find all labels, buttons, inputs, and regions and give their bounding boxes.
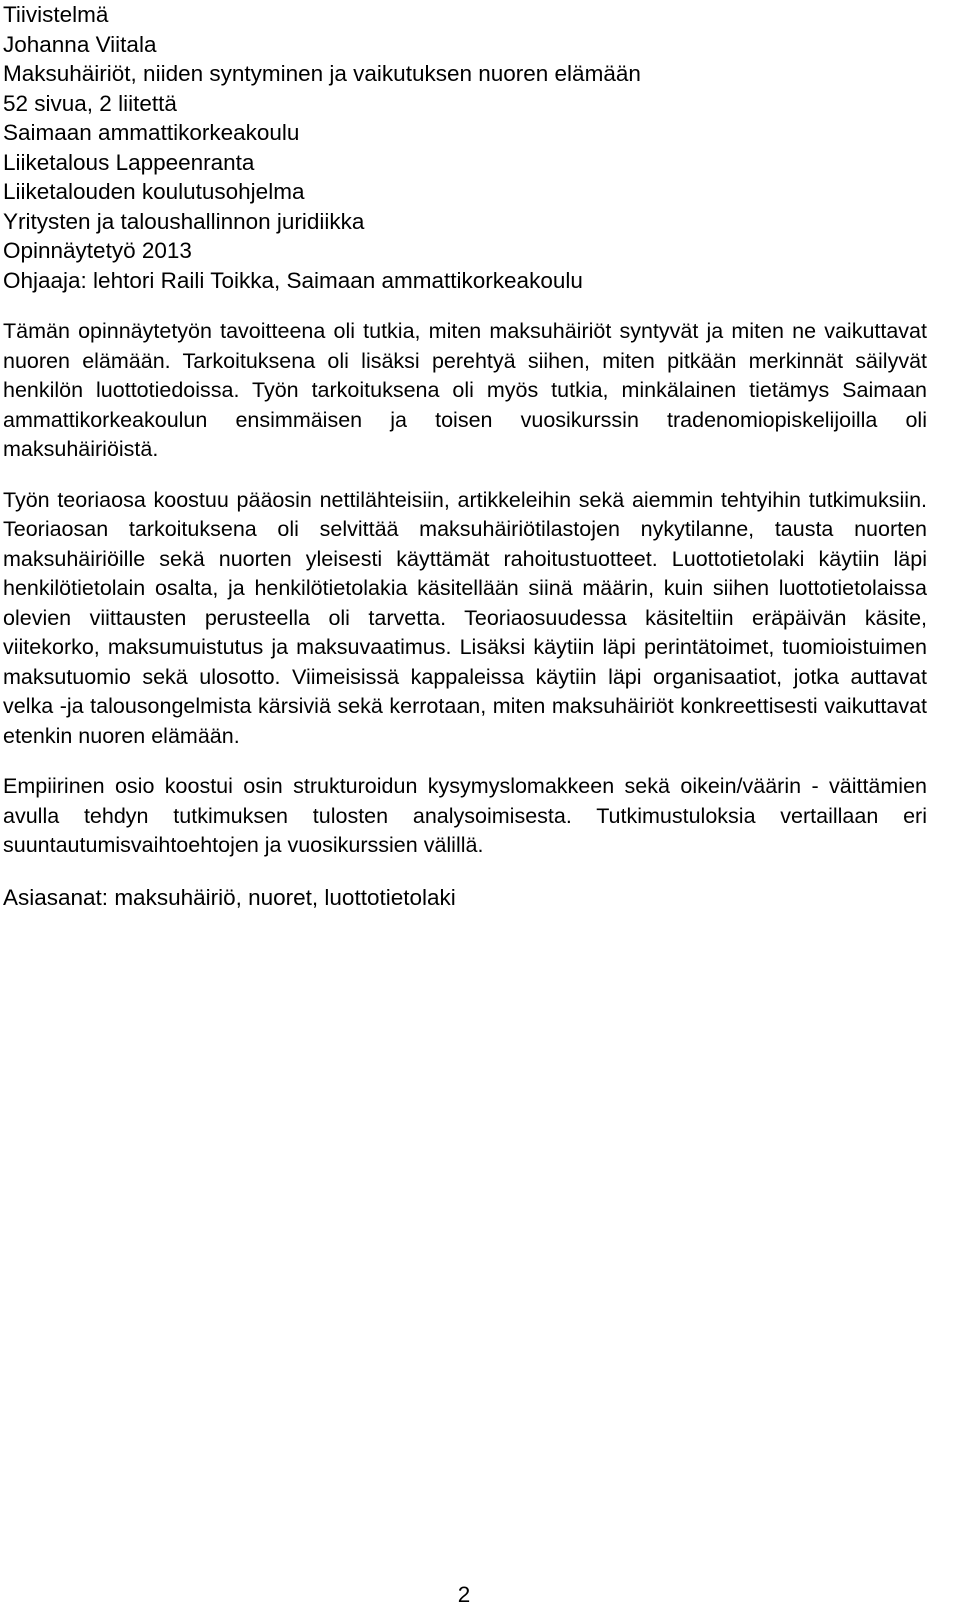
page-count: 52 sivua, 2 liitettä bbox=[3, 90, 177, 116]
spacer bbox=[3, 465, 927, 486]
supervisor: Ohjaaja: lehtori Raili Toikka, Saimaan ammattikorkeakoulu bbox=[3, 267, 583, 293]
page-number: 2 bbox=[457, 1582, 471, 1607]
abstract-heading: Tiivistelmä bbox=[3, 2, 109, 27]
spacer bbox=[3, 295, 927, 317]
institution: Saimaan ammattikorkeakoulu bbox=[3, 120, 300, 145]
campus: Liiketalous Lappeenranta bbox=[3, 149, 255, 175]
abstract-paragraph-empirical: Empiirinen osio koostui osin strukturoidun kysymyslomakkeen sekä oikein/väärin - väittämien avulla tehdyn tutkimuksen tulosten analysoimisesta. Tutkimustuloksia vertaillaan eri suuntautumisvaihtoehtojen ja vuosikurssien välillä. bbox=[3, 774, 927, 857]
abstract-paragraph-objective: Tämän opinnäytetyön tavoitteena oli tutkia, miten maksuhäiriöt syntyvät ja miten ne vaikuttavat nuoren elämään. Tarkoituksena oli lisäksi perehtyä siihen, miten pitkään merkinnät säilyvät henkilön luottotiedoissa. Työn tarkoituksena oli myös tutkia, minkälainen tietämys Saimaan ammattikorkeakoulun ensimmäisen ja toisen vuosikurssin tradenomiopiskelijoilla oli maksuhäiriöistä. bbox=[3, 319, 927, 461]
thesis-year: Opinnäytetyö 2013 bbox=[3, 238, 192, 263]
specialisation: Yritysten ja taloushallinnon juridiikka bbox=[3, 208, 365, 234]
abstract-paragraph-theory: Työn teoriaosa koostuu pääosin nettilähteisiin, artikkeleihin sekä aiemmin tehtyihin tutkimuksiin. Teoriaosan tarkoituksena oli selvittää maksuhäiriötilastojen nykytilanne, tausta nuorten maksuhäiriöille sekä nuorten yleisesti käyttämät rahoitustuotteet. Luottotietolaki käytiin läpi henkilötietolain osalta, ja henkilötietolakia käsitellään siinä määrin, kuin siihen luottotietolaissa olevien viittausten perusteella oli tarvetta. Teoriaosuudessa käsiteltiin eräpäivän käsite, viitekorko, maksumuistutus ja maksuvaatimus. Lisäksi käytiin läpi perintätoimet, tuomioistuimen maksutuomio sekä ulosotto. Viimeisissä kappaleissa käytiin läpi organisaatiot, jotka auttavat velka -ja talousongelmista kärsiviä sekä kerrotaan, miten maksuhäiriöt konkreettisesti vaikuttavat etenkin nuoren elämään. bbox=[3, 487, 927, 748]
keywords: Asiasanat: maksuhäiriö, nuoret, luottotietolaki bbox=[3, 884, 456, 910]
degree-programme: Liiketalouden koulutusohjelma bbox=[3, 179, 305, 204]
abstract-content bbox=[3, 0, 927, 912]
author-name: Johanna Viitala bbox=[3, 31, 157, 57]
thesis-title: Maksuhäiriöt, niiden syntyminen ja vaikutuksen nuoren elämään bbox=[3, 61, 641, 86]
spacer bbox=[3, 861, 927, 883]
spacer bbox=[3, 751, 927, 772]
